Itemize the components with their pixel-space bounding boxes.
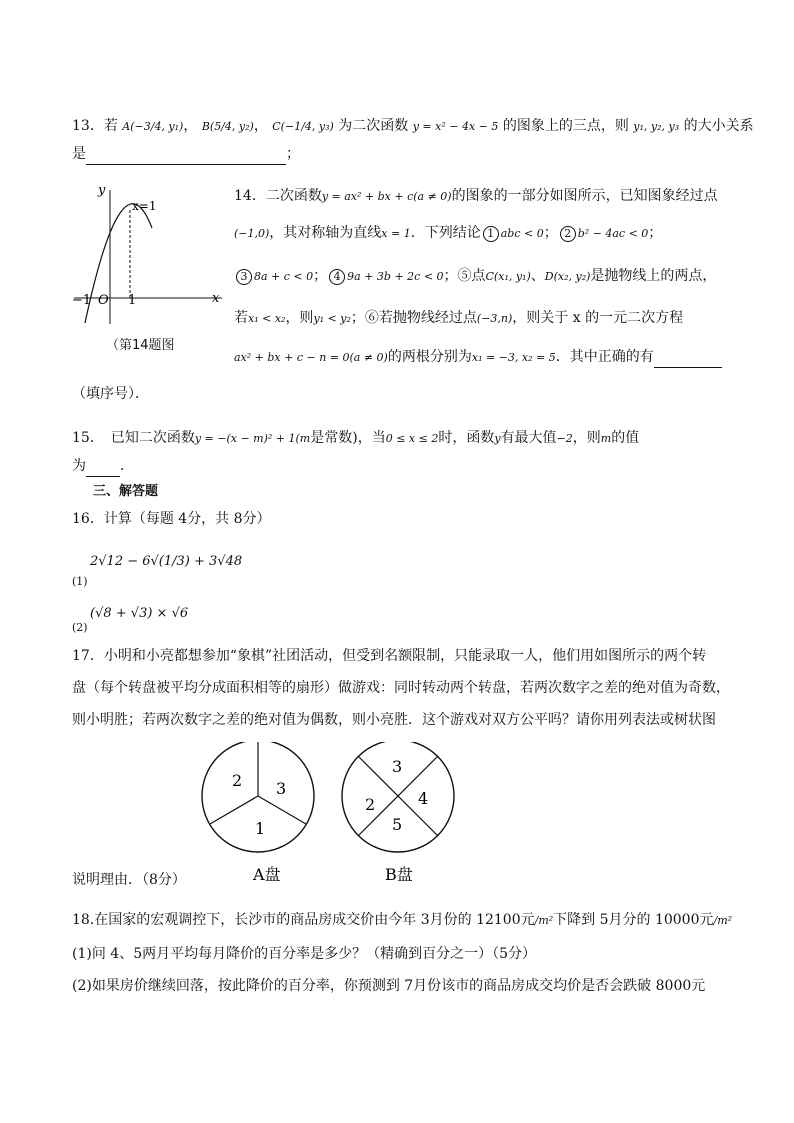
graph-parabola <box>85 204 152 323</box>
q14-answer-blank[interactable] <box>654 347 722 368</box>
q13-point-b: B(5/4, y₂) <box>201 120 254 133</box>
disk-b-number-bottom: 5 <box>392 815 403 834</box>
q16-part1-expr: 2√12 − 6√(1/3) + 3√48 <box>90 554 243 569</box>
graph-label-y: y <box>98 183 106 198</box>
q13-answer-blank[interactable] <box>86 144 286 165</box>
q18-line2: (1)问 4、5两月平均每月降价的百分率是多少？（精确到百分之一）（5分） <box>72 946 537 962</box>
q16-part2-label: (2) <box>72 621 88 634</box>
disk-b-label: B盘 <box>385 865 413 884</box>
disk-a-number-1: 2 <box>232 771 243 790</box>
q14-line6: （填序号）． <box>72 386 149 402</box>
disk-a-divider-right <box>258 796 306 824</box>
q14-line3: 3 8a + c < 0； 4 9a + 3b + 2c < 0；⑤点C(x₁, y₁)、D(x₂, y₂)是抛物线上的两点， <box>234 266 716 287</box>
q15-answer-blank[interactable] <box>86 456 120 477</box>
disk-b-number-right: 4 <box>418 789 429 808</box>
q14-line1: 14．二次函数y = ax² + bx + c(a ≠ 0)的图象的一部分如图所示，已知图象经过点 <box>234 188 718 204</box>
q14-line4: 若x₁ < x₂，则y₁ < y₂；⑥若抛物线经过点(−3,n)，则关于 x 的一元二次方程 <box>234 310 684 326</box>
graph-label-o: O <box>98 293 109 308</box>
q14-line5: ax² + bx + c − n = 0(a ≠ 0)的两根分别为x₁ = −3, x₂ = 5．其中正确的有 <box>234 347 722 368</box>
q17-line1: 17．小明和小亮都想参加“象棋”社团活动，但受到名额限制，只能录取一人，他们用如图所示的两个转 <box>72 648 707 664</box>
q17-line2: 盘（每个转盘被平均分成面积相等的扇形）做游戏：同时转动两个转盘，若两次数字之差的绝对值为奇数， <box>72 680 730 696</box>
q13-point-a: A(−3/4, y₁) <box>122 120 184 133</box>
disk-b-number-top: 3 <box>392 757 403 776</box>
q13-vars: y₁, y₂, y₃ <box>633 120 680 133</box>
graph-label-x1: x=1 <box>132 199 157 213</box>
graph-label-neg1: −1 <box>72 293 92 308</box>
q13-function: y = x² − 4x − 5 <box>412 120 499 133</box>
q13-line2: 是 ； <box>72 144 300 165</box>
q16-part2-expr: (√8 + √3) × √6 <box>90 606 189 621</box>
graph-label-1: 1 <box>128 293 137 308</box>
section-heading: 三、解答题 <box>93 484 159 499</box>
graph-label-x: x <box>212 291 220 306</box>
q14-line2: (−1,0)，其对称轴为直线x = 1．下列结论 1 abc < 0； 2 b² − 4ac < 0； <box>234 225 663 241</box>
disk-a-label: A盘 <box>253 865 281 884</box>
disk-a-number-2: 3 <box>276 779 287 798</box>
disk-b-number-left: 2 <box>365 795 376 814</box>
q13-line1: 13．若 A(−3/4, y₁)， B(5/4, y₂)， C(−1/4, y₃) 为二次函数 y = x² − 4x − 5 的图象上的三点，则 y₁, y₂, y₃ 的大小关系 <box>72 118 754 134</box>
q16-title: 16．计算（每题 4分，共 8分） <box>72 511 271 527</box>
q18-line1: 18.在国家的宏观调控下，长沙市的商品房成交价由今年 3月份的 12100元/m²下降到 5月分的 10000元/m² <box>72 912 733 928</box>
q18-line3: (2)如果房价继续回落，按此降价的百分率，你预测到 7月份该市的商品房成交均价是否会跌破 8000元 <box>72 978 706 994</box>
disk-a-number-3: 1 <box>255 819 266 838</box>
q16-part1-label: (1) <box>72 575 88 588</box>
q15-line2: 为 ． <box>72 456 134 477</box>
q17-line4: 说明理由．（8分） <box>72 872 186 888</box>
q15-line1: 15． 已知二次函数y = −(x − m)² + 1(m是常数)，当0 ≤ x ≤ 2时，函数y有最大值−2，则m的值 <box>72 430 640 446</box>
q14-caption: （第14题图 <box>106 338 175 353</box>
q14-graph <box>72 178 232 328</box>
q17-line3: 则小明胜；若两次数字之差的绝对值为偶数，则小亮胜．这个游戏对双方公平吗？请你用列表法或树状图 <box>72 712 716 728</box>
disk-a-divider-left <box>210 796 258 824</box>
q13-point-c: C(−1/4, y₃) <box>272 120 334 133</box>
spinner-diagram <box>200 742 480 892</box>
